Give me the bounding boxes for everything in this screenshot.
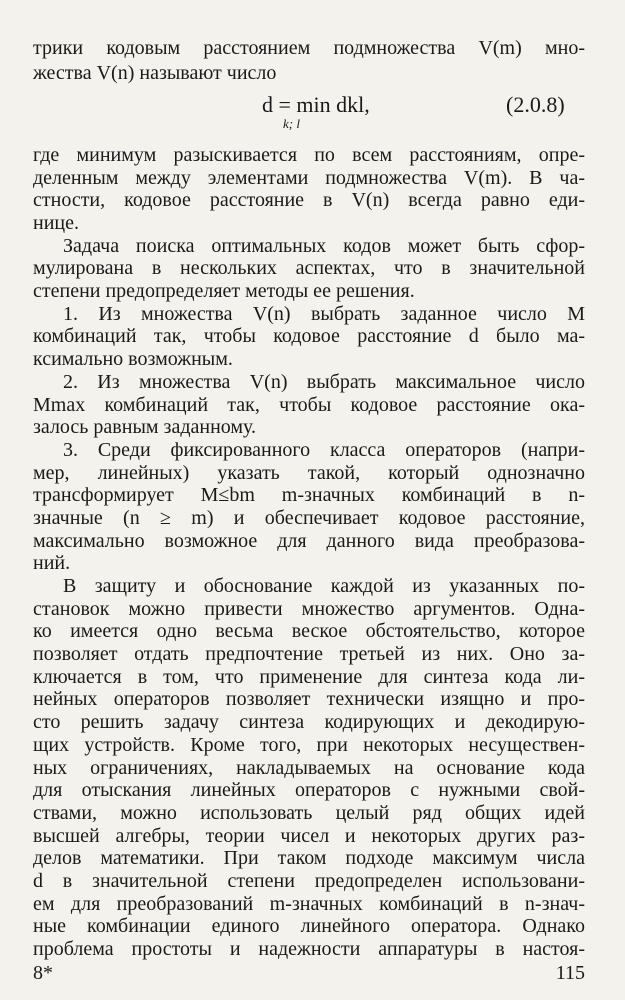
text-line: степени предопределяет методы ее решения.	[33, 280, 415, 302]
text-line: нейных операторов позволяет технически изящно и про-	[33, 688, 585, 710]
text-line: нице.	[33, 212, 79, 234]
text-line: делов математики. При таком подходе максимум числа	[33, 847, 585, 869]
text-line: становок можно привести множество аргументов. Одна-	[33, 598, 585, 620]
equation-number: (2.0.8)	[506, 92, 565, 117]
text-line: максимально возможное для данного вида преобразова-	[33, 530, 585, 552]
text-line: ключается в том, что применение для синтеза кода ли-	[33, 666, 585, 688]
text-line: Mmax комбинаций так, чтобы кодовое расстояние ока-	[33, 394, 585, 416]
text-line: ных ограничениях, накладываемых на основание кода	[33, 757, 585, 779]
text-line: значные (n ≥ m) и обеспечивает кодовое расстояние,	[33, 507, 585, 529]
text-line: залось равным заданному.	[33, 416, 257, 438]
text-line: щих устройств. Кроме того, при некоторых несуществен-	[33, 734, 585, 756]
list-item-2: 2. Из множества V(n) выбрать максимальное число	[63, 371, 585, 393]
text-line: ные комбинации единого линейного оператора. Однако	[33, 915, 585, 937]
text-line: ствами, можно использовать целый ряд общих идей	[33, 802, 585, 824]
equation-expression: d = min dkl,	[262, 92, 370, 117]
text-line: d в значительной степени предопределен использовани-	[33, 870, 585, 892]
equation-2-0-8	[0, 92, 625, 132]
text-line: проблема простоты и надежности аппаратуры в настоя-	[33, 938, 585, 960]
text-line: мулирована в нескольких аспектах, что в значительной	[33, 257, 585, 279]
page-number: 115	[555, 962, 585, 984]
text-line: жества V(n) называют число	[33, 62, 277, 84]
text-line: ний.	[33, 552, 71, 574]
text-line: сто решить задачу синтеза кодирующих и декодирую-	[33, 711, 585, 733]
text-line: деленным между элементами подмножества V(m). В ча-	[33, 167, 585, 189]
text-line: стности, кодовое расстояние в V(n) всегда равно еди-	[33, 189, 585, 211]
text-line: трики кодовым расстоянием подмножества V(m) мно-	[33, 37, 585, 59]
text-line: трансформирует M≤bm m-значных комбинаций в n-	[33, 484, 585, 506]
text-line: ко имеется одно весьма веское обстоятельство, которое	[33, 620, 585, 642]
paragraph-first-line: В защиту и обоснование каждой из указанных по-	[63, 575, 585, 597]
text-line: комбинаций так, чтобы кодовое расстояние d было ма-	[33, 325, 585, 347]
text-line: мер, линейных) указать такой, который однозначно	[33, 462, 585, 484]
text-line: высшей алгебры, теории чисел и некоторых других раз-	[33, 825, 585, 847]
paragraph-first-line: Задача поиска оптимальных кодов может быть сфор-	[63, 235, 585, 257]
list-item-1: 1. Из множества V(n) выбрать заданное число M	[63, 303, 585, 325]
text-line: где минимум разыскивается по всем расстояниям, опре-	[33, 144, 585, 166]
text-line: ксимально возможным.	[33, 348, 233, 370]
list-item-3: 3. Среди фиксированного класса операторов (напри-	[63, 439, 585, 461]
text-line: позволяет отдать предпочтение третьей из них. Оно за-	[33, 643, 585, 665]
signature-mark: 8*	[33, 962, 53, 984]
text-line: для отыскания линейных операторов с нужными свой-	[33, 779, 585, 801]
text-line: ем для преобразований m-значных комбинаций в n-знач-	[33, 893, 585, 915]
equation-subscript: k; l	[283, 116, 300, 131]
